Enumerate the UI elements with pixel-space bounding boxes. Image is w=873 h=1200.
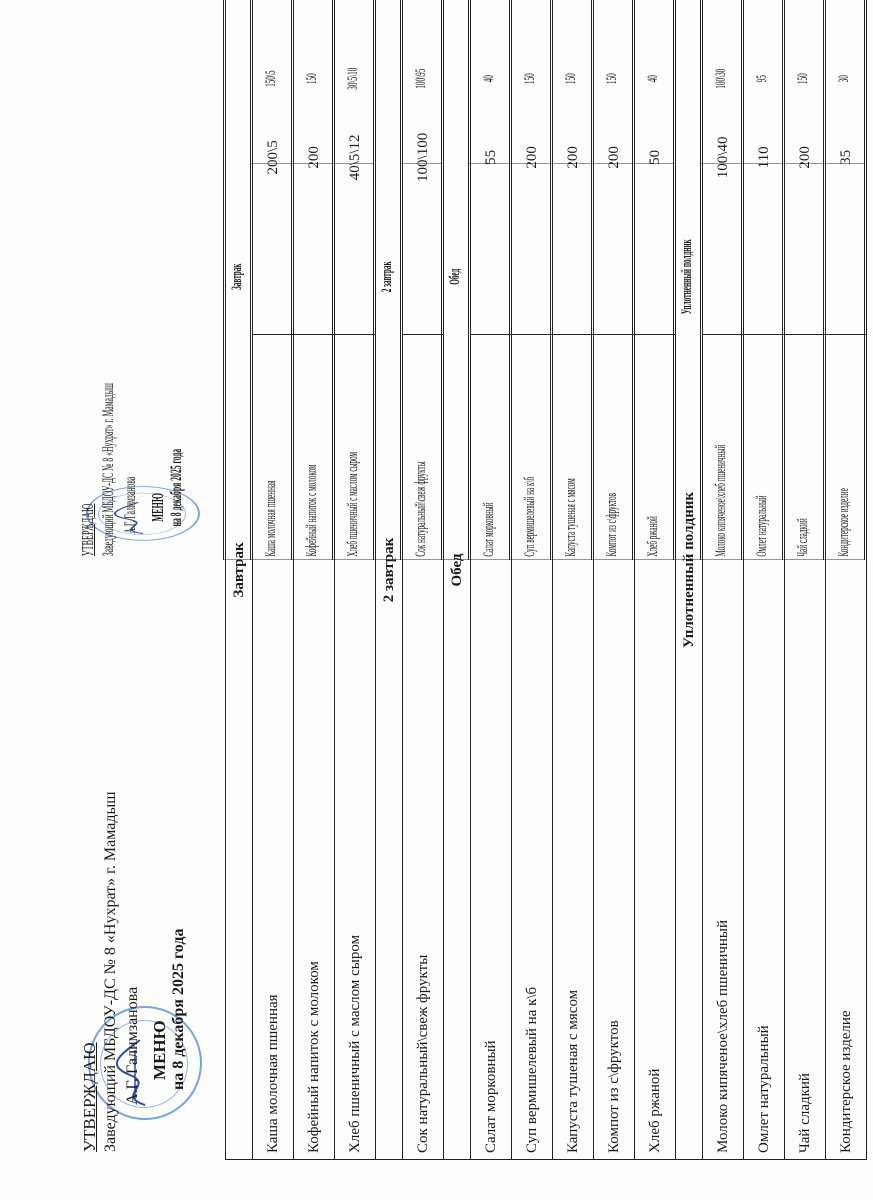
dish-portion: 50 <box>635 0 676 334</box>
dish-name: Капуста тушеная с мясом <box>551 164 592 560</box>
head-name: А.Г. Галимзанова <box>122 476 139 534</box>
dish-portion: 200\5 <box>253 0 294 334</box>
dish-name: Кофейный напиток с молоком <box>294 334 335 1159</box>
section-title: 2 завтрак <box>374 0 401 560</box>
approval-header <box>78 0 228 560</box>
menu-date: на 8 декабря 2025 года <box>170 928 187 1090</box>
section-row <box>674 0 701 560</box>
dish-portion: 150 <box>551 0 592 164</box>
dish-name: Чай сладкий <box>783 164 824 560</box>
section-title: Обед <box>444 0 471 1160</box>
approved-label: УТВЕРЖДАЮ <box>78 503 97 557</box>
dish-name: Кондитерское изделие <box>824 164 865 560</box>
dish-portion: 150 <box>510 0 551 164</box>
menu-date: на 8 декабря 2025 года <box>168 448 185 527</box>
dish-portion: 150 <box>783 0 824 164</box>
dish-portion: 110 <box>744 0 785 334</box>
dish-name: Салат морковный <box>471 334 512 1159</box>
section-title: Уплотненный полдник <box>676 0 703 1160</box>
dish-portion: 200 <box>553 0 594 334</box>
menu-table-right <box>223 0 865 560</box>
dish-portion: 30\5\10 <box>333 0 374 164</box>
dish-row <box>742 0 783 560</box>
dish-portion: 95 <box>742 0 783 164</box>
dish-row <box>592 0 633 560</box>
dish-row <box>251 0 292 560</box>
dish-portion: 200 <box>594 0 635 334</box>
dish-portion: 150 <box>292 0 333 164</box>
dish-portion: 100\100 <box>403 0 444 334</box>
dish-name: Сок натуральный\свеж фрукты <box>403 334 444 1159</box>
head-position: Заведующий МБДОУ-ДС № 8 «Нухрат» г. Мамадыш <box>100 383 117 557</box>
section-title: Завтрак <box>224 0 251 560</box>
dish-portion: 30 <box>824 0 865 164</box>
dish-row <box>510 0 551 560</box>
section-row <box>224 0 251 560</box>
section-title: Обед <box>442 0 469 560</box>
section-title: 2 завтрак <box>376 0 403 1160</box>
approved-label: УТВЕРЖДАЮ <box>80 1042 99 1152</box>
section-title: Завтрак <box>226 0 253 1160</box>
dish-name: Молоко кипяченое\хлеб пшеничный <box>703 334 744 1159</box>
dish-portion: 55 <box>471 0 512 334</box>
dish-row <box>292 0 333 560</box>
dish-name: Омлет натуральный <box>744 334 785 1159</box>
dish-portion: 150 <box>592 0 633 164</box>
dish-name: Чай сладкий <box>785 334 826 1159</box>
dish-row <box>701 0 742 560</box>
dish-name: Сок натуральный\свеж фрукты <box>401 164 442 560</box>
dish-name: Омлет натуральный <box>742 164 783 560</box>
dish-portion: 200 <box>512 0 553 334</box>
dish-row <box>333 0 374 560</box>
dish-name: Компот из с\фруктов <box>594 334 635 1159</box>
dish-name: Хлеб ржаной <box>635 334 676 1159</box>
head-name: А.Г. Галимзанова <box>124 986 141 1105</box>
dish-name: Молоко кипяченое\хлеб пшеничный <box>701 164 742 560</box>
dish-portion: 35 <box>826 0 867 334</box>
dish-name: Суп вермишелевый на к\б <box>510 164 551 560</box>
dish-name: Суп вермишелевый на к\б <box>512 334 553 1159</box>
section-row <box>374 0 401 560</box>
dish-name: Кондитерское изделие <box>826 334 867 1159</box>
dish-row <box>469 0 510 560</box>
dish-portion: 150\5 <box>251 0 292 164</box>
menu-title: МЕНЮ <box>148 492 167 522</box>
dish-portion: 100\95 <box>401 0 442 164</box>
dish-name: Каша молочная пшенная <box>251 164 292 560</box>
section-row <box>442 0 469 560</box>
dish-portion: 200 <box>785 0 826 334</box>
dish-portion: 200 <box>294 0 335 334</box>
dish-row <box>401 0 442 560</box>
section-title: Уплотненный полдник <box>674 0 701 560</box>
dish-name: Капуста тушеная с мясом <box>553 334 594 1159</box>
dish-row <box>783 0 824 560</box>
dish-row <box>551 0 592 560</box>
dish-name: Салат морковный <box>469 164 510 560</box>
dish-name: Кофейный напиток с молоком <box>292 164 333 560</box>
dish-name: Хлеб пшеничный с маслом сыром <box>335 334 376 1159</box>
dish-name: Хлеб ржаной <box>633 164 674 560</box>
dish-name: Каша молочная пшенная <box>253 334 294 1159</box>
menu-title: МЕНЮ <box>150 1020 169 1080</box>
dish-portion: 40 <box>469 0 510 164</box>
dish-portion: 100\30 <box>701 0 742 164</box>
dish-portion: 100\40 <box>703 0 744 334</box>
dish-name: Хлеб пшеничный с маслом сыром <box>333 164 374 560</box>
dish-name: Компот из с\фруктов <box>592 164 633 560</box>
dish-row <box>824 0 865 560</box>
head-position: Заведующий МБДОУ-ДС № 8 «Нухрат» г. Мамадыш <box>102 791 119 1152</box>
dish-portion: 40\5\12 <box>335 0 376 334</box>
dish-row <box>633 0 674 560</box>
dish-portion: 40 <box>633 0 674 164</box>
